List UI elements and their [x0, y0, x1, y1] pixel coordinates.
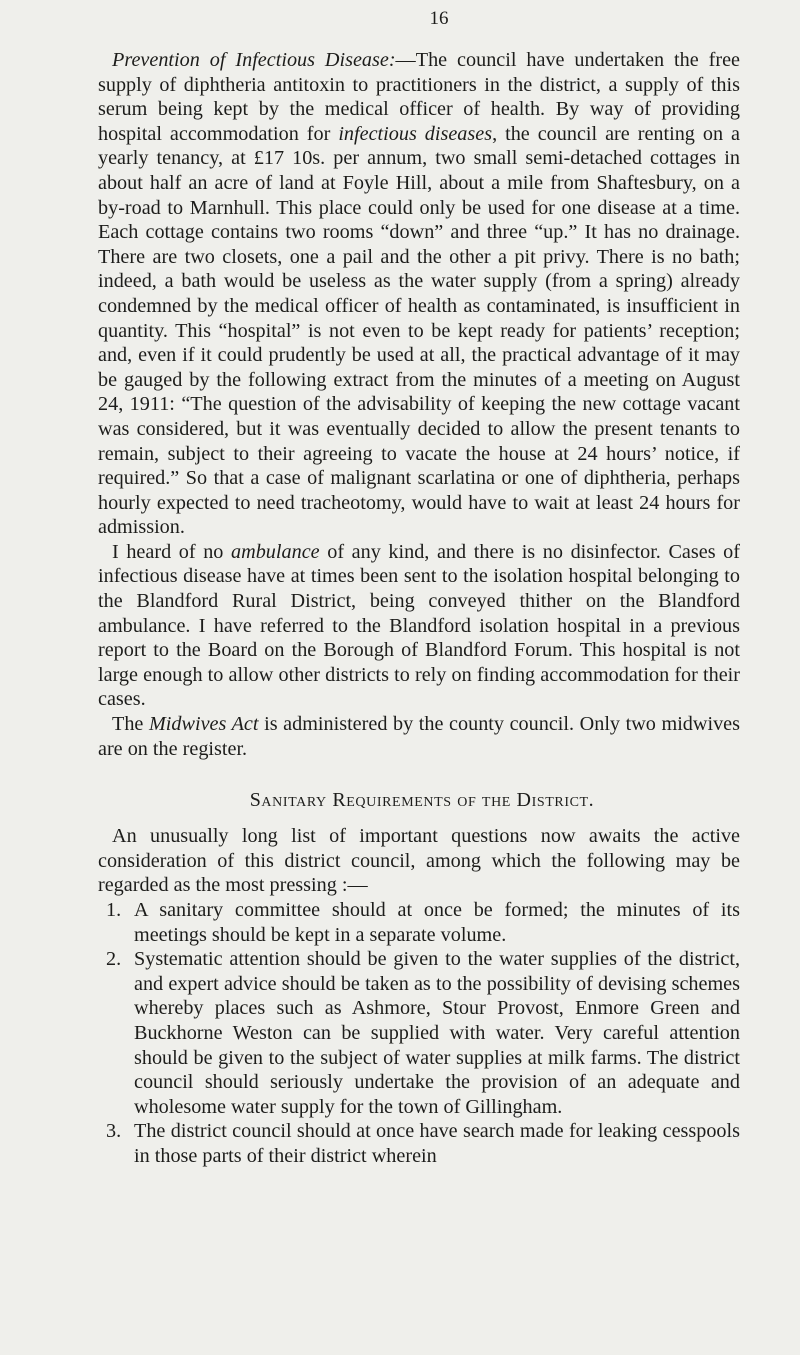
prevention-emphasis: infectious diseases [338, 122, 493, 145]
ambulance-text-2: of any kind, and there is no disinfector. Cases of infectious disease have at times been sent to the isolation hospital belonging to the Blandford Rural District, being conveyed thither on the Blandford ambulance. I have referred to the Blandford isolation hospital in a previous report to the Board on the Borough of Blandford Forum. This hospital is not large enough to allow other districts to rely on finding accommodation for their cases. [98, 540, 740, 711]
page-number: 16 [429, 8, 449, 29]
requirements-list [98, 898, 740, 1169]
midwives-emphasis: Midwives Act [148, 713, 259, 736]
prevention-heading: Prevention of Infectious Disease: [112, 49, 396, 71]
sanitary-intro: An unusually long list of important questions now awaits the active consideration of this district council, among which the following may be regarded as the most pressing :— [98, 825, 740, 897]
ambulance-emphasis: ambulance [231, 540, 320, 563]
list-item-number: 2. [106, 948, 122, 971]
sanitary-heading: Sanitary Requirements of the District. [249, 789, 595, 812]
prevention-text-2: , the council are renting on a yearly tenancy, at £17 10s. per annum, two small semi-detached cottages in about half an acre of land at Foyle Hill, about a mile from Shaftesbury, on a by-road to Marnhull. This place could only be used for one disease at a time. Each cottage contains two rooms “down” and three “up.” It has no drainage. There are two closets, one a pail and the other a pit privy. There is no bath; indeed, a bath would be useless as the water supply (from a spring) already condemned by the medical officer of health as contaminated, is insufficient in quantity. This “hospital” is not even to be kept ready for patients’ reception; and, even if it could prudently be used at all, the practical advantage of it may be gauged by the following extract from the minutes of a meeting on August 24, 1911: “The question of the advisability of keeping the new cottage vacant was considered, but it was eventually decided to allow the present tenants to remain, subject to their agreeing to vacate the house at 24 hours’ notice, if required.” So that a case of malignant scarlatina or one of diphtheria, perhaps hourly expected to need tracheotomy, would have to wait at least 24 hours for admission. [98, 122, 740, 539]
list-item-text: Systematic attention should be given to the water supplies of the district, and expert advice should be taken as to the possibility of devising schemes whereby places such as Ashmore, Stour Provost, Enmore Green and Buckhorne Weston can be supplied with water. Very careful attention should be given to the subject of water supplies at milk farms. The district council should seriously undertake the provision of an adequate and wholesome water supply for the town of Gillingham. [134, 948, 740, 1118]
list-item [98, 1119, 740, 1168]
prevention-text-1: —The council have undertaken the free supply of diphtheria antitoxin to practitioners in the district, a supply of this serum being kept by the medical officer of health. By way of providing hospital accommodation for [98, 49, 740, 145]
list-item-number: 3. [106, 1120, 122, 1143]
list-item-text: The district council should at once have search made for leaking cesspools in those parts of their district wherein [134, 1120, 740, 1167]
midwives-paragraph [98, 712, 740, 761]
prevention-paragraph [98, 48, 740, 540]
ambulance-text-1: I heard of no [112, 540, 232, 563]
list-item-number: 1. [106, 899, 122, 921]
midwives-text-2: is administered by the county council. Only two midwives are on the register. [98, 713, 740, 760]
midwives-text-1: The [112, 713, 149, 736]
list-item [98, 947, 740, 1119]
list-item [98, 898, 740, 947]
list-item-text: A sanitary committee should at once be formed; the minutes of its meetings should be kept in a separate volume. [134, 899, 740, 946]
ambulance-paragraph [98, 540, 740, 712]
